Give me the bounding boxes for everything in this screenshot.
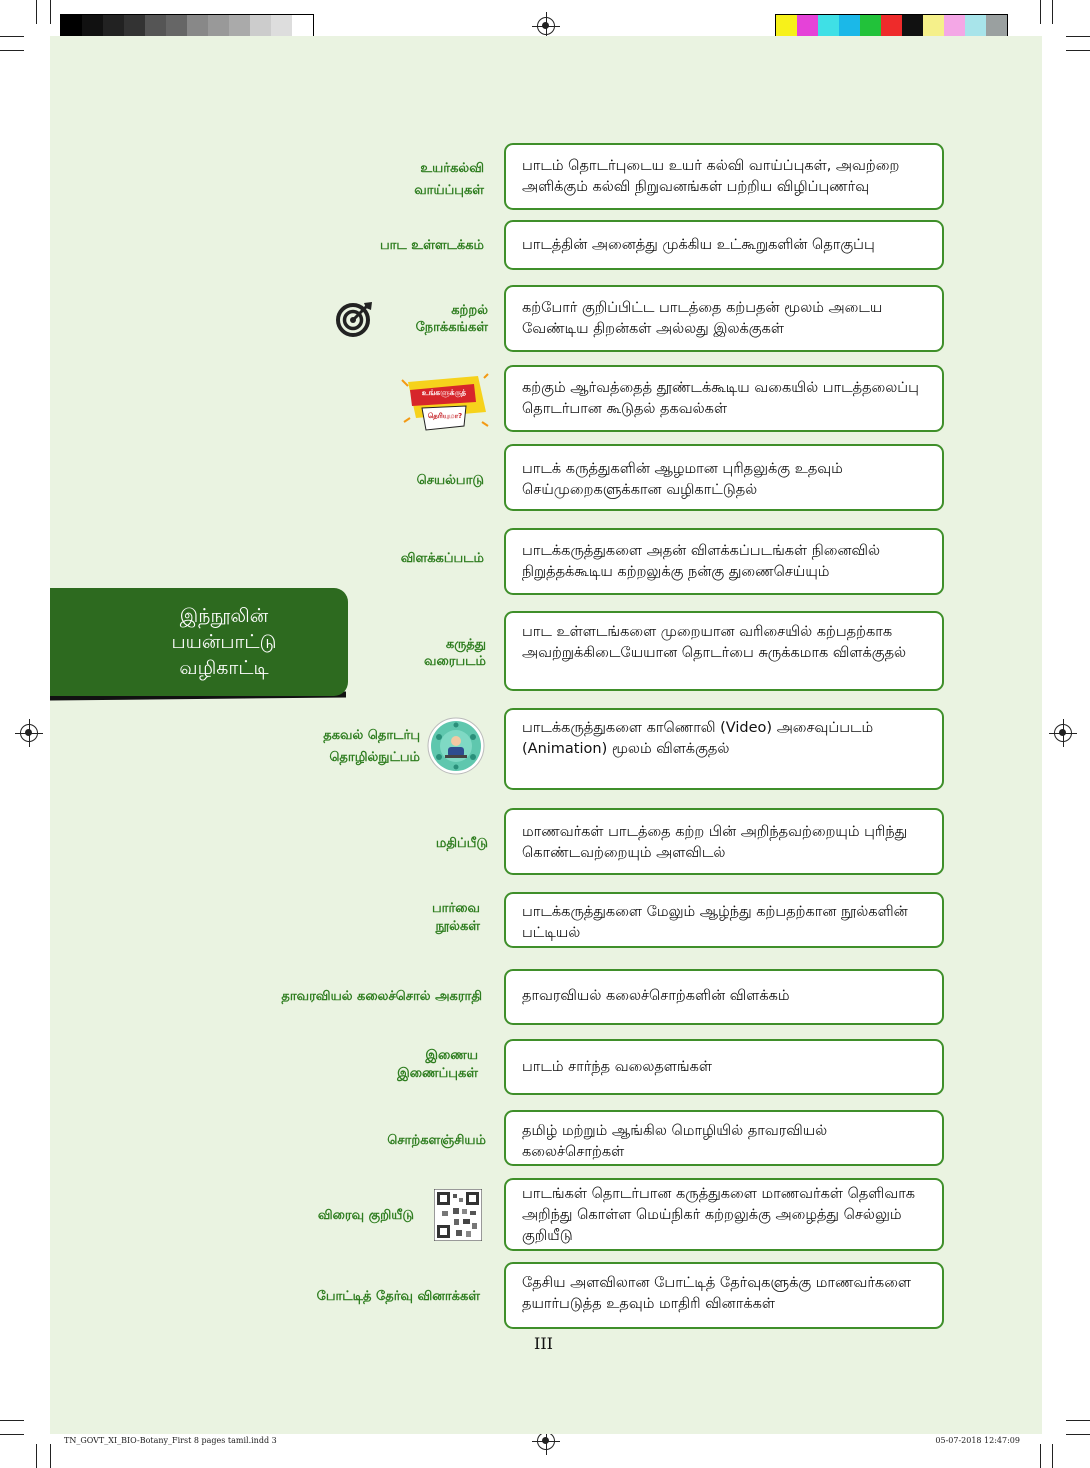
- crop-mark: [1066, 50, 1090, 51]
- crop-mark: [50, 0, 51, 24]
- desc-box-lesson-content: பாடத்தின் அனைத்து முக்கிய உட்கூறுகளின் தொகுப்பு: [504, 220, 944, 270]
- crop-mark: [0, 1434, 24, 1435]
- gray-swatch: [124, 15, 145, 37]
- color-swatch: [881, 15, 902, 37]
- gray-swatch: [103, 15, 124, 37]
- label-activity: செயல்பாடு: [416, 473, 484, 488]
- desc-box-higher-education: பாடம் தொடர்புடைய உயர் கல்வி வாய்ப்புகள், அவற்றை அளிக்கும் கல்வி நிறுவனங்கள் பற்றிய விழிப்புணர்வு: [504, 143, 944, 210]
- label-lesson-content: பாட உள்ளடக்கம்: [379, 238, 484, 253]
- gray-swatch: [145, 15, 166, 37]
- do-you-know-badge-icon: [396, 372, 492, 444]
- crop-mark: [1066, 36, 1090, 37]
- registration-mark-top: [537, 17, 555, 35]
- label-botany-glossary: தாவரவியல் கலைச்சொல் அகராதி: [281, 989, 482, 1004]
- label-vocabulary: சொற்களஞ்சியம்: [387, 1133, 486, 1148]
- color-swatch: [902, 15, 923, 37]
- crop-mark: [0, 1420, 24, 1421]
- desc-box-evaluation: மாணவர்கள் பாடத்தை கற்ற பின் அறிந்தவற்றையும் புரிந்து கொண்டவற்றையும் அளவிடல்: [504, 808, 944, 875]
- ict-icon: [427, 717, 485, 775]
- banner-line-3: வழிகாட்டி: [179, 657, 269, 679]
- crop-mark: [1040, 1444, 1041, 1468]
- footer-filename: TN_GOVT_XI_BIO-Botany_First 8 pages tamil.indd 3: [64, 1436, 277, 1445]
- gray-swatch: [250, 15, 271, 37]
- banner-line-1: இந்நூலின்: [179, 605, 269, 627]
- crop-mark: [1066, 1420, 1090, 1421]
- desc-box-activity: பாடக் கருத்துகளின் ஆழமான புரிதலுக்கு உதவும் செய்முறைகளுக்கான வழிகாட்டுதல்: [504, 444, 944, 511]
- crop-mark: [1040, 0, 1041, 24]
- crop-mark: [36, 1444, 37, 1468]
- registration-mark-left: [20, 724, 38, 742]
- badge-text-bottom: தெரியுமா?: [427, 412, 463, 420]
- desc-box-ict: பாடக்கருத்துகளை காணொலி (Video) அசைவுப்படம் (Animation) மூலம் விளக்குதல்: [504, 708, 944, 790]
- gray-swatch: [208, 15, 229, 37]
- desc-box-do-you-know: கற்கும் ஆர்வத்தைத் தூண்டக்கூடிய வகையில் பாடத்தலைப்பு தொடர்பான கூடுதல் தகவல்கள்: [504, 365, 944, 432]
- label-quick-code: விரைவு குறியீடு: [317, 1208, 414, 1223]
- label-ict: தகவல் தொடர்பு தொழில்நுட்பம்: [323, 728, 420, 765]
- desc-box-vocabulary: தமிழ் மற்றும் ஆங்கில மொழியில் தாவரவியல் கலைச்சொற்கள்: [504, 1110, 944, 1166]
- gray-swatch: [166, 15, 187, 37]
- gray-swatch: [271, 15, 292, 37]
- desc-box-learning-objectives: கற்போர் குறிப்பிட்ட பாடத்தை கற்பதன் மூலம் அடைய வேண்டிய திறன்கள் அல்லது இலக்குகள்: [504, 285, 944, 352]
- guide-banner: [50, 588, 348, 696]
- gray-swatch: [82, 15, 103, 37]
- color-swatch: [860, 15, 881, 37]
- label-higher-education: உயர்கல்வி வாய்ப்புகள்: [414, 161, 484, 198]
- desc-box-competitive-questions: தேசிய அளவிலான போட்டித் தேர்வுகளுக்கு மாணவர்களை தயார்படுத்த உதவும் மாதிரி வினாக்கள்: [504, 1262, 944, 1329]
- color-swatch: [839, 15, 860, 37]
- gray-swatch: [229, 15, 250, 37]
- crop-mark: [36, 0, 37, 24]
- desc-box-infographic: பாடக்கருத்துகளை அதன் விளக்கப்படங்கள் நினைவில் நிறுத்தக்கூடிய கற்றலுக்கு நன்கு துணைசெய்யும்: [504, 528, 944, 595]
- crop-mark: [50, 1444, 51, 1468]
- page-number: III: [534, 1334, 553, 1353]
- desc-box-reference-books: பாடக்கருத்துகளை மேலும் ஆழ்ந்து கற்பதற்கான நூல்களின் பட்டியல்: [504, 892, 944, 948]
- color-swatch: [818, 15, 839, 37]
- gray-swatch: [292, 15, 313, 37]
- crop-mark: [1066, 1434, 1090, 1435]
- color-swatch: [776, 15, 797, 37]
- label-evaluation: மதிப்பீடு: [435, 836, 488, 851]
- crop-mark: [1052, 1444, 1053, 1468]
- desc-box-concept-map: பாட உள்ளடங்களை முறையான வரிசையில் கற்பதற்காக அவற்றுக்கிடையேயான தொடர்பை சுருக்கமாக விளக்குதல்: [504, 611, 944, 691]
- desc-box-botany-glossary: தாவரவியல் கலைச்சொற்களின் விளக்கம்: [504, 969, 944, 1025]
- gray-swatch: [187, 15, 208, 37]
- target-icon: [336, 300, 374, 338]
- registration-mark-right: [1054, 724, 1072, 742]
- color-swatch: [797, 15, 818, 37]
- registration-mark-bottom: [537, 1432, 555, 1450]
- grayscale-calibration-bar: [60, 14, 314, 38]
- color-swatch: [986, 15, 1007, 37]
- color-swatch: [965, 15, 986, 37]
- gray-swatch: [61, 15, 82, 37]
- qr-code-icon: [434, 1189, 482, 1241]
- crop-mark: [0, 36, 24, 37]
- color-swatch: [944, 15, 965, 37]
- color-swatch: [923, 15, 944, 37]
- label-web-links: இணைய இணைப்புகள்: [397, 1048, 478, 1081]
- label-reference-books: பார்வை நூல்கள்: [431, 901, 480, 934]
- banner-line-2: பயன்பாட்டு: [171, 631, 277, 653]
- desc-box-web-links: பாடம் சார்ந்த வலைதளங்கள்: [504, 1039, 944, 1095]
- footer-datetime: 05-07-2018 12:47:09: [935, 1436, 1020, 1445]
- label-learning-objectives: கற்றல் நோக்கங்கள்: [415, 303, 488, 335]
- color-calibration-bar: [775, 14, 1008, 38]
- desc-box-quick-code: பாடங்கள் தொடர்பான கருத்துகளை மாணவர்கள் தெளிவாக அறிந்து கொள்ள மெய்நிகர் கற்றலுக்கு அழைத்து செல்லும் குறியீடு: [504, 1178, 944, 1251]
- label-infographic: விளக்கப்படம்: [400, 551, 484, 566]
- label-competitive-questions: போட்டித் தேர்வு வினாக்கள்: [316, 1289, 480, 1304]
- label-concept-map: கருத்து வரைபடம்: [424, 637, 486, 669]
- crop-mark: [1052, 0, 1053, 24]
- crop-mark: [0, 50, 24, 51]
- badge-text-top: உங்களுக்குத்: [421, 388, 467, 397]
